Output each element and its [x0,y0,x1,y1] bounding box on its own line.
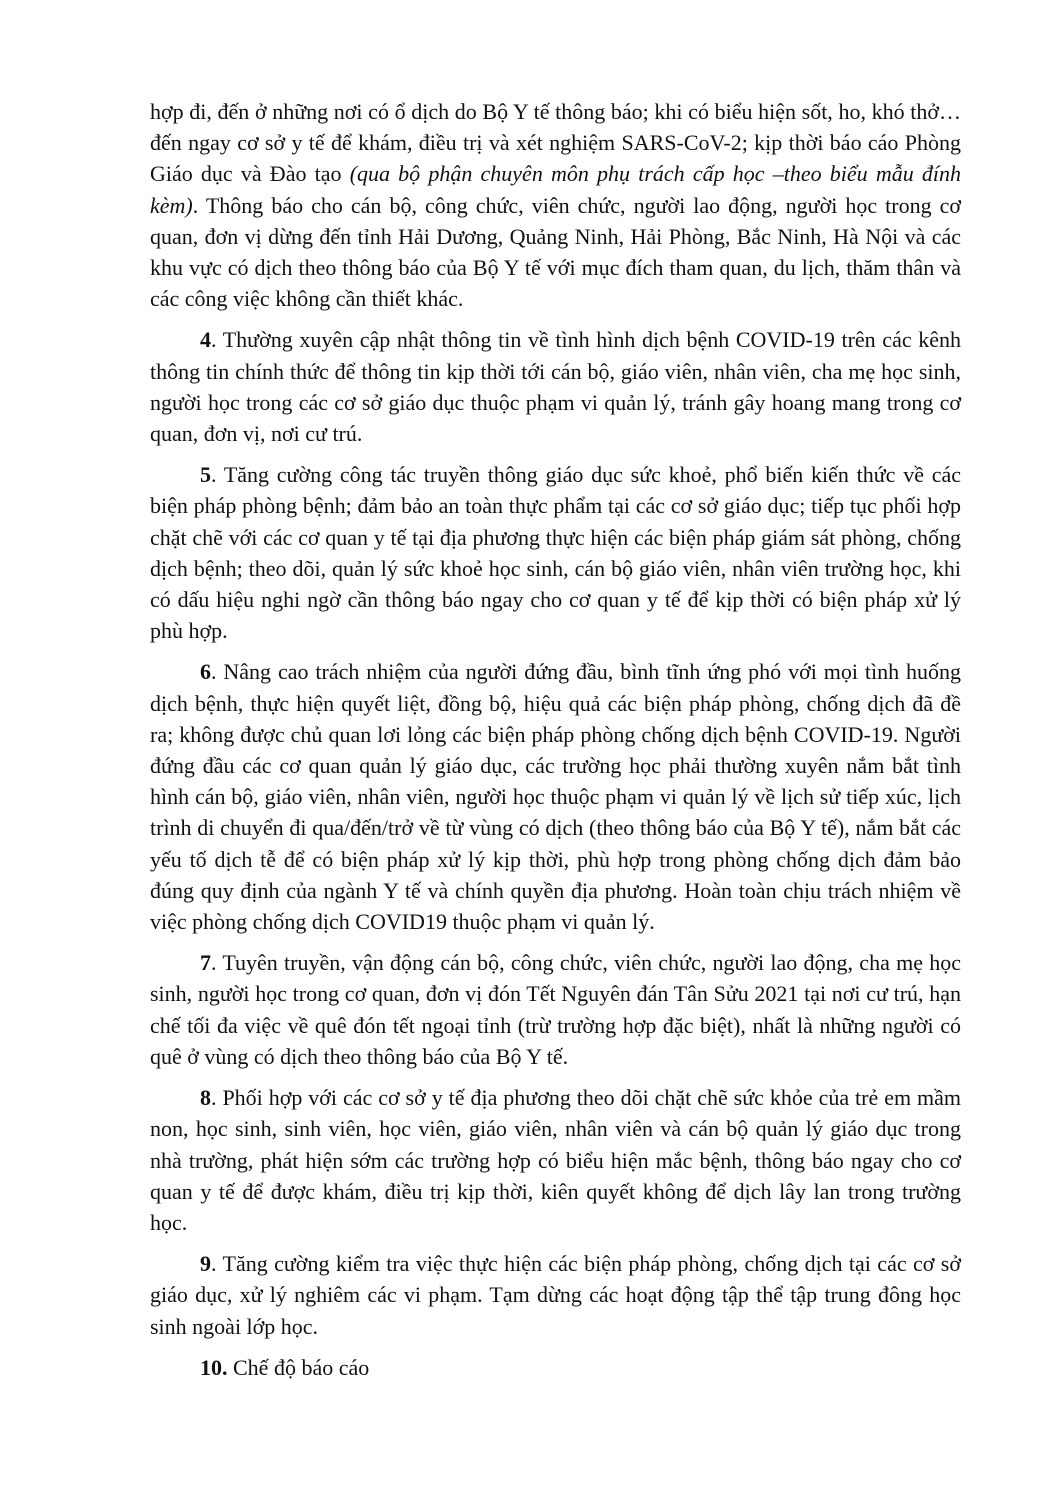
paragraph-item-6 [150,656,961,937]
item-text: . Thường xuyên cập nhật thông tin về tình hình dịch bệnh COVID-19 trên các kênh thông tin chính thức để thông tin kịp thời tới cán bộ, giáo viên, nhân viên, cha mẹ học sinh, người học trong các cơ sở giáo dục thuộc phạm vi quản lý, tránh gây hoang mang trong cơ quan, đơn vị, nơi cư trú. [150,327,961,447]
item-number: 8 [200,1085,211,1111]
paragraph-3-continuation [150,96,961,314]
item-text: . Tuyên truyền, vận động cán bộ, công chức, viên chức, người lao động, cha mẹ học sinh, người học trong cơ quan, đơn vị đón Tết Nguyên đán Tân Sửu 2021 tại nơi cư trú, hạn chế tối đa việc về quê đón tết ngoại tỉnh (trừ trường hợp đặc biệt), nhất là những người có quê ở vùng có dịch theo thông báo của Bộ Y tế. [150,950,961,1069]
item-number: 6 [200,659,211,685]
item-text: . Tăng cường công tác truyền thông giáo dục sức khoẻ, phổ biến kiến thức về các biện pháp phòng bệnh; đảm bảo an toàn thực phẩm tại các cơ sở giáo dục; tiếp tục phối hợp chặt chẽ với các cơ quan y tế tại địa phương thực hiện các biện pháp giám sát phòng, chống dịch bệnh; theo dõi, quản lý sức khoẻ học sinh, cán bộ giáo viên, nhân viên trường học, khi có dấu hiệu nghi ngờ cần thông báo ngay cho cơ quan y tế để kịp thời có biện pháp xử lý phù hợp. [150,462,961,644]
item-number: 4 [200,327,211,353]
paragraph-item-8 [150,1082,961,1238]
item-number: 7 [200,950,211,976]
item-text: Chế độ báo cáo [227,1354,370,1380]
paragraph-item-4 [150,324,961,449]
item-number: 9 [200,1251,211,1277]
item-number: 10. [200,1354,228,1380]
item-text: . Phối hợp với các cơ sở y tế địa phương theo dõi chặt chẽ sức khỏe của trẻ em mầm non, học sinh, sinh viên, học viên, giáo viên, nhân viên và cán bộ quản lý giáo dục trong nhà trường, phát hiện sớm các trường hợp có biểu hiện mắc bệnh, thông báo ngay cho cơ quan y tế để được khám, điều trị kịp thời, kiên quyết không để dịch lây lan trong trường học. [150,1085,961,1235]
paragraph-item-5 [150,459,961,646]
italic-note: (qua bộ phận chuyên môn phụ trách cấp học –theo biểu mẫu đính kèm) [150,161,961,218]
item-text: . Tăng cường kiểm tra việc thực hiện các biện pháp phòng, chống dịch tại các cơ sở giáo dục, xử lý nghiêm các vi phạm. Tạm dừng các hoạt động tập thể tập trung đông học sinh ngoài lớp học. [150,1251,961,1339]
item-text: . Nâng cao trách nhiệm của người đứng đầu, bình tĩnh ứng phó với mọi tình huống dịch bệnh, thực hiện quyết liệt, đồng bộ, hiệu quả các biện pháp phòng, chống dịch đã đề ra; không được chủ quan lơi lỏng các biện pháp phòng chống dịch bệnh COVID-19. Người đứng đầu các cơ quan quản lý giáo dục, các trường học phải thường xuyên nắm bắt tình hình cán bộ, giáo viên, nhân viên, người học thuộc phạm vi quản lý về lịch sử tiếp xúc, lịch trình di chuyển đi qua/đến/trở về từ vùng có dịch (theo thông báo của Bộ Y tế), nắm bắt các yếu tố dịch tễ để có biện pháp xử lý kịp thời, phù hợp trong phòng chống dịch đảm bảo đúng quy định của ngành Y tế và chính quyền địa phương. Hoàn toàn chịu trách nhiệm về việc phòng chống dịch COVID19 thuộc phạm vi quản lý. [150,659,961,935]
paragraph-text: hợp đi, đến ở những nơi có ổ dịch do Bộ Y tế thông báo; khi có biểu hiện sốt, ho, khó thở… đến ngay cơ sở y tế để khám, điều trị và xét nghiệm SARS-CoV-2; kịp thời báo cáo Phòng Giáo dục và Đào tạo [150,99,961,187]
paragraph-text: . Thông báo cho cán bộ, công chức, viên chức, người lao động, người học trong cơ quan, đơn vị dừng đến tỉnh Hải Dương, Quảng Ninh, Hải Phòng, Bắc Ninh, Hà Nội và các khu vực có dịch theo thông báo của Bộ Y tế với mục đích tham quan, du lịch, thăm thân và các công việc không cần thiết khác. [150,192,961,312]
paragraph-item-7 [150,947,961,1072]
paragraph-item-10 [150,1352,961,1383]
item-number: 5 [200,462,211,488]
paragraph-item-9 [150,1248,961,1342]
